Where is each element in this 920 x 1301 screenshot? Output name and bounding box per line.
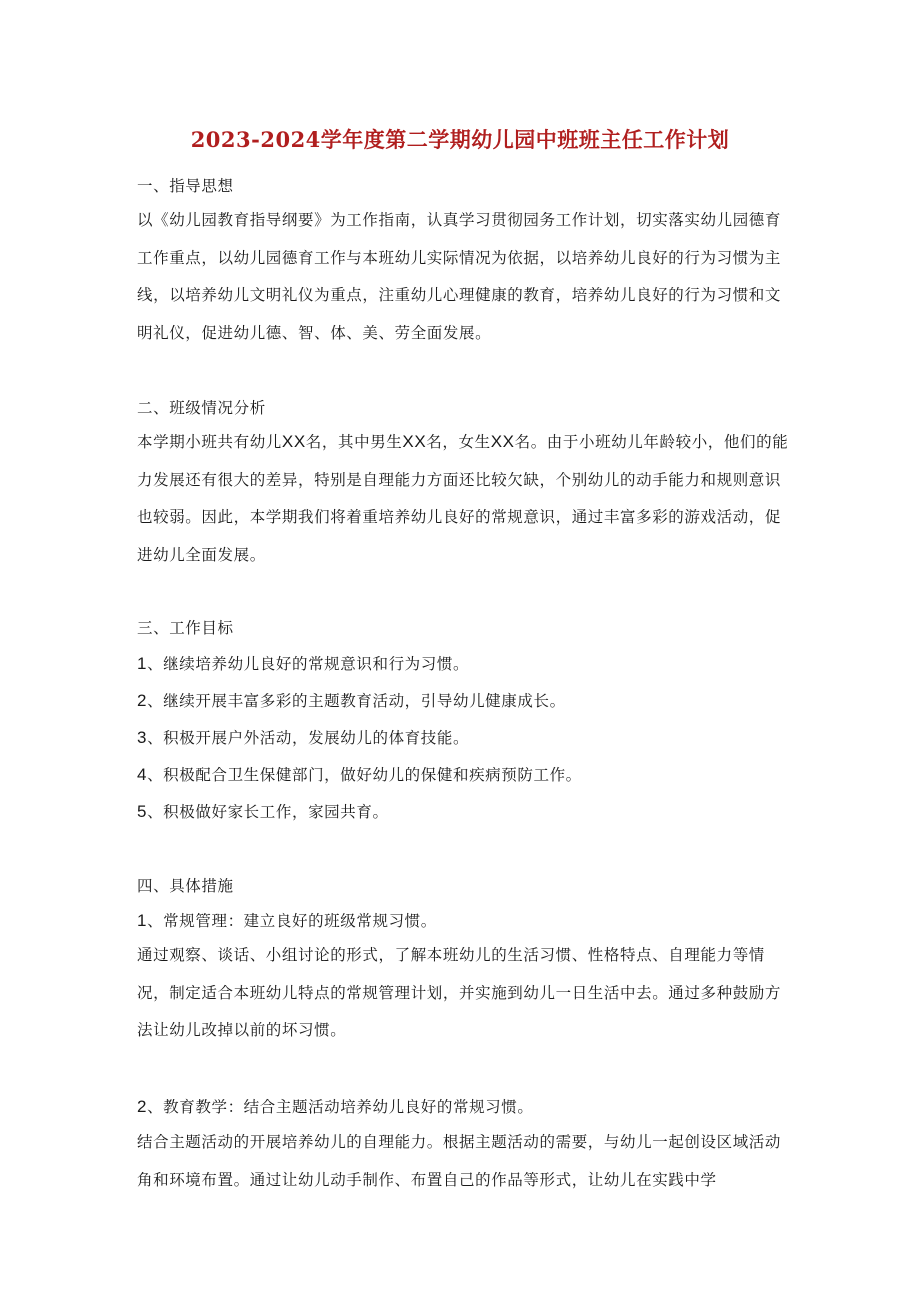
student-count-girls: XX xyxy=(490,432,515,451)
student-count-total: XX xyxy=(281,432,306,451)
item-text: 、继续开展丰富多彩的主题教育活动，引导幼儿健康成长。 xyxy=(147,692,566,710)
item-text: 、积极做好家长工作，家园共育。 xyxy=(147,803,389,821)
measure-subheading xyxy=(137,1095,533,1117)
item-number: 3 xyxy=(137,728,148,747)
paragraph: 结合主题活动的开展培养幼儿的自理能力。根据主题活动的需要，与幼儿一起创设区域活动角和环境布置。通过让幼儿动手制作、布置自己的作品等形式，让幼儿在实践中学 xyxy=(137,1133,782,1189)
text-run: 名，女生 xyxy=(426,433,491,451)
student-count-boys: XX xyxy=(402,432,427,451)
section-heading-class-analysis: 二、班级情况分析 xyxy=(137,399,266,417)
item-text: 、继续培养幼儿良好的常规意识和行为习惯。 xyxy=(147,655,470,673)
item-text: 、积极开展户外活动，发展幼儿的体育技能。 xyxy=(147,729,470,747)
paragraph: 以《幼儿园教育指导纲要》为工作指南，认真学习贯彻园务工作计划，切实落实幼儿园德育工作重点，以幼儿园德育工作与本班幼儿实际情况为依据，以培养幼儿良好的行为习惯为主线，以培养幼儿文明礼仪为重点，注重幼儿心理健康的教育，培养幼儿良好的行为习惯和文明礼仪，促进幼儿德、智、体、美、劳全面发展。 xyxy=(137,211,782,342)
document-title: 2023-2024学年度第二学期幼儿园中班班主任工作计划 xyxy=(190,127,730,152)
text-run: 名。由于小班幼儿年龄较小，他们的能力发展还有很大的差异，特别是自理能力方面还比较欠缺，个别幼儿的动手能力和规则意识也较弱。因此，本学期我们将着重培养幼儿良好的常规意识，通过丰富多彩的游戏活动，促进幼儿全面发展。 xyxy=(137,433,789,564)
measure-body xyxy=(137,1124,797,1199)
item-number: 4 xyxy=(137,765,148,784)
item-number: 2 xyxy=(137,691,148,710)
goal-item xyxy=(137,726,469,748)
measure-body xyxy=(137,937,797,1050)
text-run: 本学期小班共有幼儿 xyxy=(137,433,282,451)
paragraph xyxy=(137,423,797,574)
goal-item xyxy=(137,652,469,674)
item-number: 1 xyxy=(137,654,148,673)
measure-subheading xyxy=(137,909,437,931)
item-text: 、积极配合卫生保健部门，做好幼儿的保健和疾病预防工作。 xyxy=(147,766,582,784)
section-heading-guiding-ideology: 一、指导思想 xyxy=(137,177,234,195)
item-text: 、教育教学：结合主题活动培养幼儿良好的常规习惯。 xyxy=(147,1098,534,1116)
section-heading-work-goals: 三、工作目标 xyxy=(137,619,234,637)
item-number: 2 xyxy=(137,1097,148,1116)
section-body-guiding-ideology xyxy=(137,202,797,352)
item-number: 5 xyxy=(137,802,148,821)
goal-item xyxy=(137,800,389,822)
section-heading-specific-measures: 四、具体措施 xyxy=(137,877,234,895)
paragraph: 通过观察、谈话、小组讨论的形式，了解本班幼儿的生活习惯、性格特点、自理能力等情况，制定适合本班幼儿特点的常规管理计划，并实施到幼儿一日生活中去。通过多种鼓励方法让幼儿改掉以前的坏习惯。 xyxy=(137,946,782,1039)
goal-item xyxy=(137,763,582,785)
item-number: 1 xyxy=(137,911,148,930)
section-body-class-analysis xyxy=(137,423,797,574)
text-run: 名，其中男生 xyxy=(305,433,403,451)
goal-item xyxy=(137,689,566,711)
item-text: 、常规管理：建立良好的班级常规习惯。 xyxy=(147,912,437,930)
